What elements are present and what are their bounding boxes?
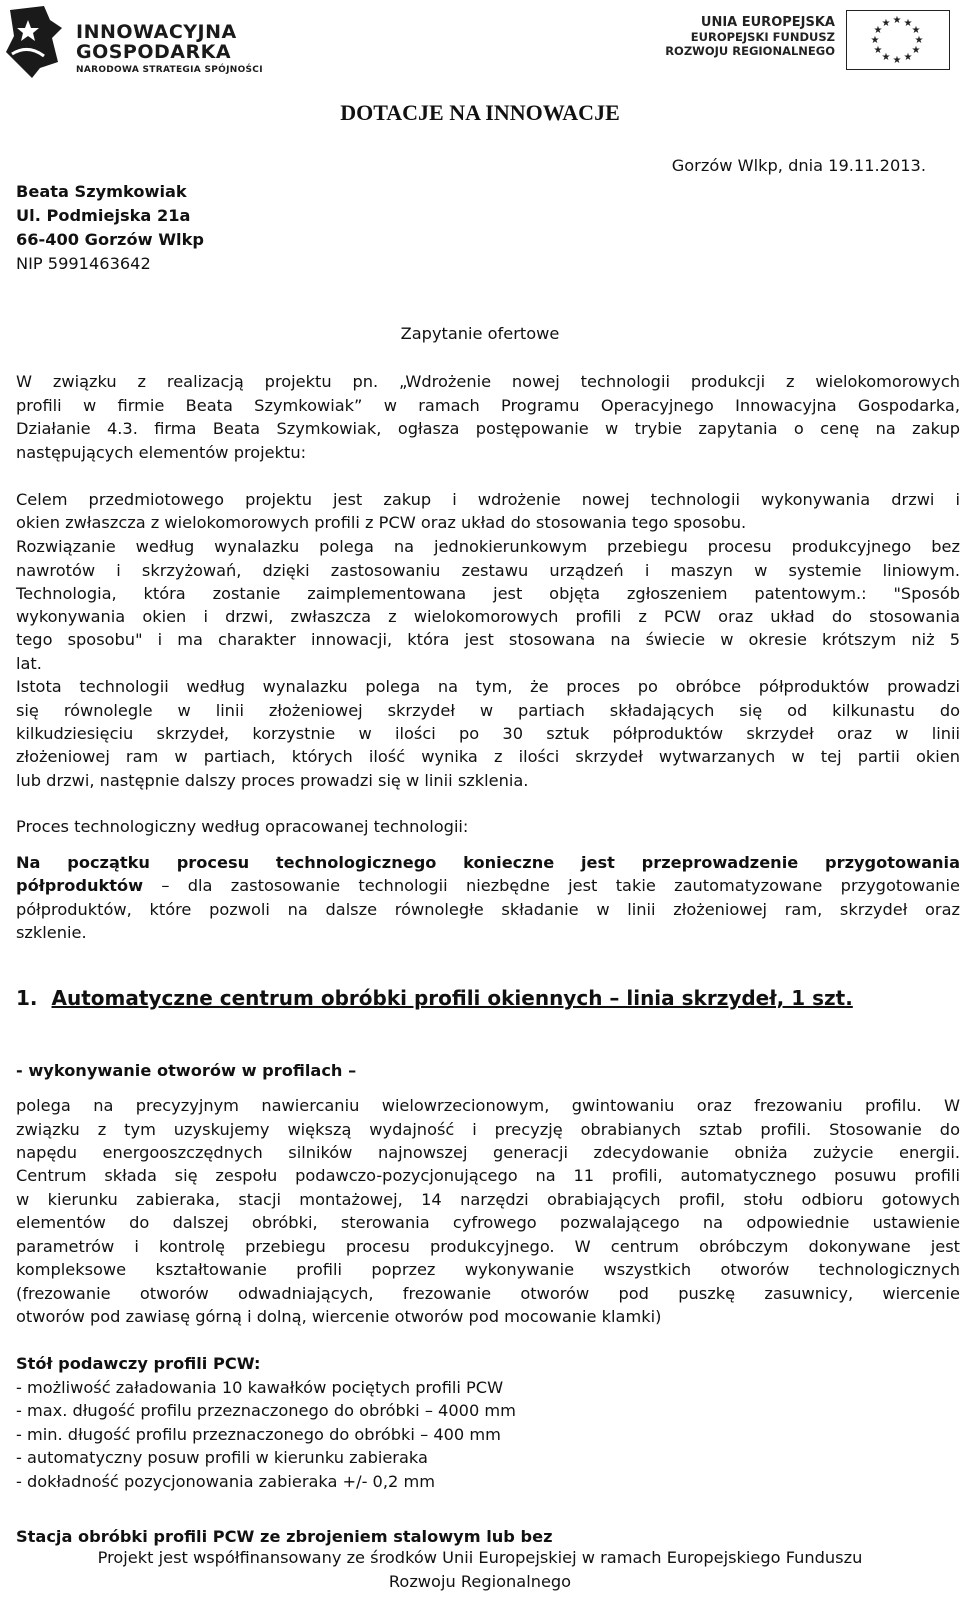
intro-line: W związku z realizacją projektu pn. „Wdrożenie nowej technologii produkcji z wielokomorowych	[16, 372, 960, 391]
body-line: Istota technologii według wynalazku polega na tym, że proces po obróbce półproduktów prowadzi	[16, 677, 960, 696]
eu-flag-icon	[846, 10, 950, 70]
innowacyjna-gospodarka-logo	[4, 2, 264, 82]
sender-city: 66-400 Gorzów Wlkp	[16, 230, 204, 249]
intro-line: następujących elementów projektu:	[16, 443, 307, 462]
list-item: - możliwość załadowania 10 kawałków pociętych profili PCW	[16, 1378, 504, 1397]
svg-text:★: ★	[870, 35, 880, 46]
sender-address	[16, 180, 204, 276]
svg-text:★: ★	[892, 55, 902, 66]
process-intro: Proces technologiczny według opracowanej technologii:	[16, 817, 469, 836]
svg-text:★: ★	[911, 45, 921, 56]
sender-nip: NIP 5991463642	[16, 254, 151, 273]
body2-line: napędu energooszczędnych silników najnowszej generacji zdecydowanie obniża zużycie energii.	[16, 1143, 960, 1162]
eu-logo-text	[661, 16, 835, 58]
svg-text:★: ★	[911, 25, 921, 36]
logo-line-gospodarka: GOSPODARKA	[76, 41, 232, 63]
body-line: tego sposobu" i ma charakter innowacji, która jest stosowana na świecie w okresie krótszym niż 5	[16, 630, 960, 649]
body-line: Celem przedmiotowego projektu jest zakup i wdrożenie nowej technologii wykonywania drzwi i	[16, 490, 960, 509]
sender-name: Beata Szymkowiak	[16, 182, 187, 201]
intro-line: profili w firmie Beata Szymkowiak” w ramach Programu Operacyjnego Innowacyjna Gospodarka,	[16, 396, 960, 415]
svg-text:★: ★	[881, 18, 891, 29]
section-title: Automatyczne centrum obróbki profili okiennych – linia skrzydeł, 1 szt.	[51, 986, 853, 1010]
list-item: - min. długość profilu przeznaczonego do obróbki – 400 mm	[16, 1425, 501, 1444]
eu-line-3: ROZWOJU REGIONALNEGO	[665, 44, 835, 58]
list-item: - dokładność pozycjonowania zabieraka +/- 0,2 mm	[16, 1472, 435, 1491]
svg-text:★: ★	[873, 45, 883, 56]
body-line: nawrotów i skrzyżowań, dzięki zastosowaniu zestawu urządzeń i maszyn w systemie liniowym.	[16, 561, 960, 580]
body-line: Technologia, która zostanie zaimplementowana jest objęta zgłoszeniem patentowym.: "Sposób	[16, 584, 960, 603]
body2-line: kompleksowe kształtowanie profili poprzez wykonywanie wszystkich otworów technologicznych	[16, 1260, 960, 1279]
body-line: Rozwiązanie według wynalazku polega na jednokierunkowym przebiegu procesu produkcyjnego bez	[16, 537, 960, 556]
body2-line: otworów pod zawiasę górną i dolną, wiercenie otworów pod mocowanie klamki)	[16, 1307, 662, 1326]
logo-line-strategia: NARODOWA STRATEGIA SPÓJNOŚCI	[76, 65, 263, 75]
body-line: okien zwłaszcza z wielokomorowych profili z PCW oraz układ do stosowania tego sposobu.	[16, 513, 747, 532]
logo-line-innowacyjna: INNOWACYJNA	[76, 21, 237, 43]
body-line: się równolegle w linii złożeniowej skrzydeł w partiach składających się od kilkunastu do	[16, 701, 960, 720]
body2-line: parametrów i kontrolę przebiegu procesu produkcyjnego. W centrum obróbczym dokonywane jest	[16, 1237, 960, 1256]
process-line: Na początku procesu technologicznego konieczne jest przeprowadzenie przygotowania	[16, 853, 960, 872]
svg-text:★: ★	[903, 18, 913, 29]
footer-line-2: Rozwoju Regionalnego	[388, 1572, 572, 1591]
svg-text:★: ★	[914, 35, 924, 46]
svg-text:★: ★	[892, 15, 902, 26]
eu-line-1: UNIA EUROPEJSKA	[700, 15, 835, 30]
process-line: półproduktów, które pozwoli na dalsze równoległe składanie w linii złożeniowej ram, skrzydeł oraz	[16, 900, 960, 919]
process-line: szklenie.	[16, 923, 87, 942]
body2-line: w kierunku zabieraka, stacji montażowej, 14 narzędzi obrabiających profil, stołu odbioru gotowych	[16, 1190, 960, 1209]
section-heading	[16, 986, 853, 1010]
document-title: DOTACJE NA INNOWACJE	[340, 100, 620, 125]
section-number: 1.	[16, 986, 38, 1010]
document-subject: Zapytanie ofertowe	[400, 324, 560, 343]
body-line: kilkudziesięciu skrzydeł, korzystnie w ilości po 30 sztuk półproduktów skrzydeł oraz w linii	[16, 724, 960, 743]
body-line: złożeniowej ram w partiach, których ilość wynika z ilości skrzydeł wytwarzanych w tej partii okien	[16, 747, 960, 766]
sender-street: Ul. Podmiejska 21a	[16, 206, 191, 225]
process-bold-term: półproduktów	[16, 876, 144, 895]
page-footer	[0, 1546, 960, 1594]
eu-line-2: EUROPEJSKI FUNDUSZ	[690, 30, 835, 44]
svg-text:★: ★	[881, 52, 891, 63]
body2-line: (frezowanie otworów odwadniających, frezowanie otworów pod puszkę zasuwnicy, wiercenie	[16, 1284, 960, 1303]
body-line: lub drzwi, następnie dalszy proces prowadzi się w linii szklenia.	[16, 771, 529, 790]
logo-emblem-icon	[4, 2, 66, 80]
list-item: - automatyczny posuw profili w kierunku zabieraka	[16, 1448, 428, 1467]
svg-text:★: ★	[903, 52, 913, 63]
list-item: - max. długość profilu przeznaczonego do obróbki – 4000 mm	[16, 1401, 516, 1420]
table-heading: Stół podawczy profili PCW:	[16, 1354, 261, 1373]
body-line: lat.	[16, 654, 42, 673]
body2-line: Centrum składa się zespołu podawczo-pozycjonującego na 11 profili, automatycznego posuwu profili	[16, 1166, 960, 1185]
intro-line: Działanie 4.3. firma Beata Szymkowiak, ogłasza postępowanie w trybie zapytania o cenę na zakup	[16, 419, 960, 438]
body2-line: elementów do dalszej obróbki, sterowania cyfrowego pozwalającego na odpowiednie ustawienie	[16, 1213, 960, 1232]
logo-left-text	[76, 22, 263, 75]
process-line: półproduktów – dla zastosowanie technologii niezbędne jest takie zautomatyzowane przygotowanie	[16, 876, 960, 895]
body2-line: polega na precyzyjnym nawiercaniu wielowrzecionowym, gwintowaniu oraz frezowaniu profilu. W	[16, 1096, 960, 1115]
body2-line: związku z tym uzyskujemy większą wydajność i precyzję obrabianych sztab profili. Stosowanie do	[16, 1120, 960, 1139]
document-date: Gorzów Wlkp, dnia 19.11.2013.	[671, 156, 926, 175]
station-heading: Stacja obróbki profili PCW ze zbrojeniem stalowym lub bez	[16, 1527, 553, 1546]
body-line: wykonywania okien i drzwi, zwłaszcza z wielokomorowych profili z PCW oraz układ do stosowania	[16, 607, 960, 626]
svg-text:★: ★	[873, 25, 883, 36]
subsection-label: - wykonywanie otworów w profilach –	[16, 1061, 357, 1080]
footer-line-1: Projekt jest współfinansowany ze środków Unii Europejskiej w ramach Europejskiego Funduszu	[97, 1548, 863, 1567]
